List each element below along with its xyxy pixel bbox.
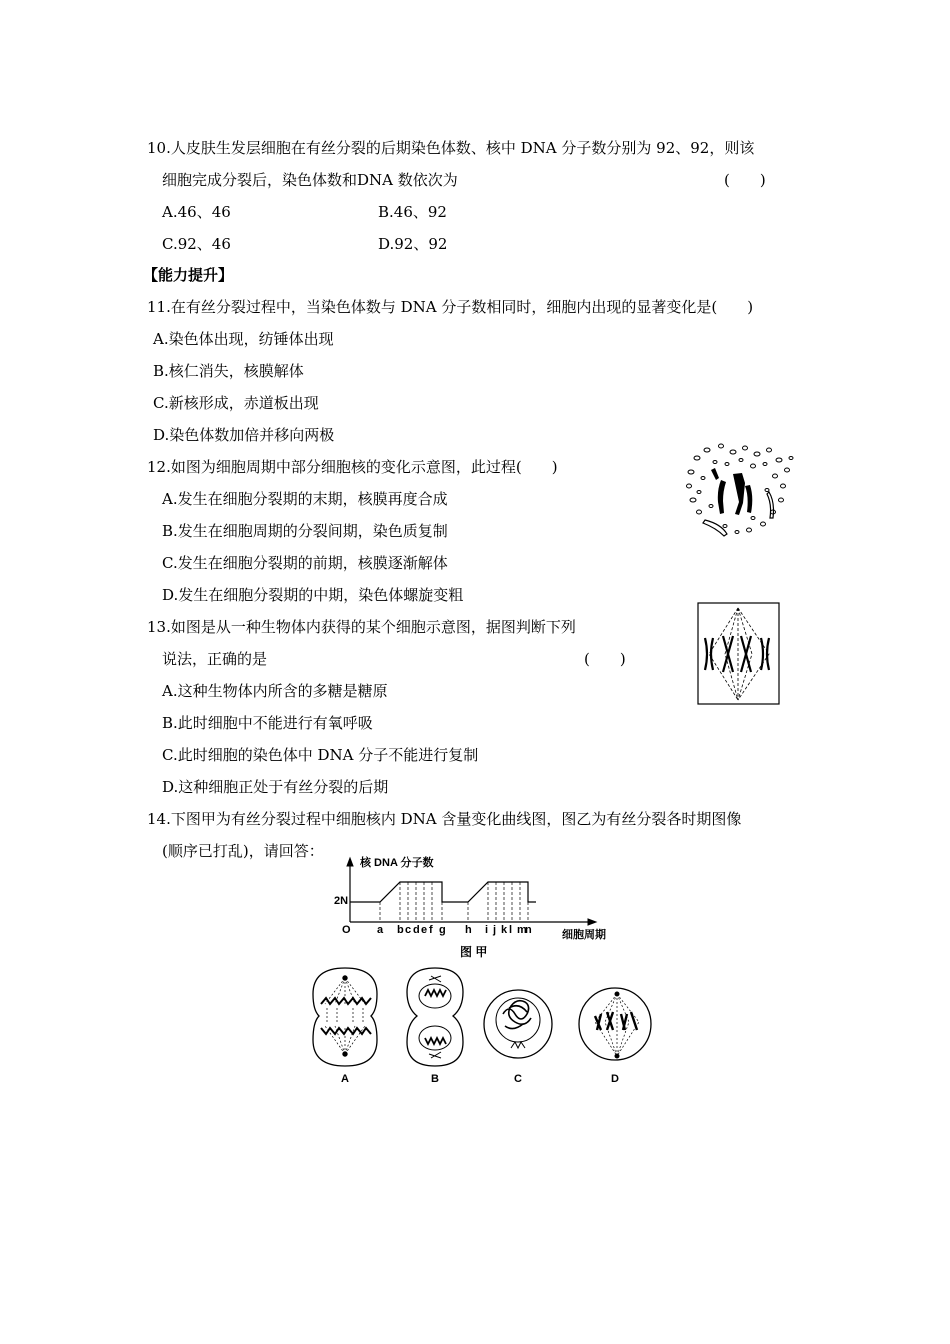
x-tick-m: m xyxy=(517,924,527,936)
q10-stem-line2: 细胞完成分裂后，染色体数和DNA 数依次为 xyxy=(162,171,458,189)
y-tick-2n: 2N xyxy=(334,895,349,907)
y-axis-label: 核 DNA 分子数 xyxy=(360,857,434,869)
q11-option-b: B.核仁消失，核膜解体 xyxy=(153,362,304,380)
q10-option-d: D.92、92 xyxy=(378,235,448,253)
q13-option-b: B.此时细胞中不能进行有氧呼吸 xyxy=(162,714,373,732)
x-tick-b: b xyxy=(397,924,404,936)
q13-stem-line1: 13.如图是从一种生物体内获得的某个细胞示意图，据图判断下列 xyxy=(147,618,576,636)
q13-answer-paren: ( ) xyxy=(584,650,626,668)
q10-answer-paren: ( ) xyxy=(724,171,766,189)
cell-b xyxy=(407,968,463,1066)
x-tick-a: a xyxy=(377,924,384,936)
x-tick-d: d xyxy=(413,924,420,936)
x-tick-g: g xyxy=(439,924,446,936)
cell-a xyxy=(313,968,377,1066)
q13-option-a: A.这种生物体内所含的多糖是糖原 xyxy=(162,682,388,700)
q10-option-a: A.46、46 xyxy=(162,203,231,221)
x-tick-n: n xyxy=(525,924,532,936)
x-tick-f: f xyxy=(429,924,433,936)
x-axis-arrow xyxy=(588,919,596,925)
q13-option-d: D.这种细胞正处于有丝分裂的后期 xyxy=(162,778,389,796)
origin-label: O xyxy=(342,924,351,936)
x-tick-l: l xyxy=(509,924,513,936)
cell-c xyxy=(484,990,552,1058)
cell-c-label: C xyxy=(514,1073,522,1085)
x-tick-h: h xyxy=(465,924,472,936)
x-tick-j: j xyxy=(493,924,497,936)
q12-option-b: B.发生在细胞周期的分裂间期，染色质复制 xyxy=(162,522,448,540)
cell-d xyxy=(579,988,651,1060)
cell-d-label: D xyxy=(611,1073,619,1085)
q12-option-c: C.发生在细胞分裂期的前期，核膜逐渐解体 xyxy=(162,554,448,572)
q13-option-c: C.此时细胞的染色体中 DNA 分子不能进行复制 xyxy=(162,746,479,764)
metaphase-cell-figure xyxy=(697,602,781,706)
q11-option-d: D.染色体数加倍并移向两极 xyxy=(153,426,335,444)
x-tick-c: c xyxy=(405,924,412,936)
q11-stem: 11.在有丝分裂过程中，当染色体数与 DNA 分子数相同时，细胞内出现的显著变化是( ) xyxy=(147,298,754,316)
q12-option-a: A.发生在细胞分裂期的末期，核膜再度合成 xyxy=(162,490,448,508)
q10-option-b: B.46、92 xyxy=(378,203,447,221)
q13-stem-line2: 说法，正确的是 xyxy=(162,650,268,668)
x-axis-label: 细胞周期 xyxy=(562,929,606,941)
q11-option-c: C.新核形成，赤道板出现 xyxy=(153,394,319,412)
q12-option-d: D.发生在细胞分裂期的中期，染色体螺旋变粗 xyxy=(162,586,464,604)
cell-b-label: B xyxy=(431,1073,439,1085)
q14-stem-line1: 14.下图甲为有丝分裂过程中细胞核内 DNA 含量变化曲线图，图乙为有丝分裂各时期图像 xyxy=(147,810,742,828)
q14-stem-line2: (顺序已打乱)，请回答： xyxy=(162,842,324,860)
cell-a-label: A xyxy=(341,1073,349,1085)
x-tick-e: e xyxy=(421,924,428,936)
q10-option-c: C.92、46 xyxy=(162,235,231,253)
nucleus-chromosome-figure xyxy=(683,440,795,540)
q11-option-a: A.染色体出现，纺锤体出现 xyxy=(153,330,334,348)
section-title: 【能力提升】 xyxy=(143,266,234,284)
q12-stem: 12.如图为细胞周期中部分细胞核的变化示意图，此过程( ) xyxy=(147,458,558,476)
mitosis-stages-figure xyxy=(305,964,670,1089)
q10-stem-line1: 10.人皮肤生发层细胞在有丝分裂的后期染色体数、核中 DNA 分子数分别为 92、92，则该 xyxy=(147,139,755,157)
y-axis-arrow xyxy=(347,858,353,866)
dna-content-line xyxy=(350,882,536,902)
x-tick-i: i xyxy=(485,924,489,936)
chart-caption: 图 甲 xyxy=(460,945,488,959)
x-tick-k: k xyxy=(501,924,508,936)
